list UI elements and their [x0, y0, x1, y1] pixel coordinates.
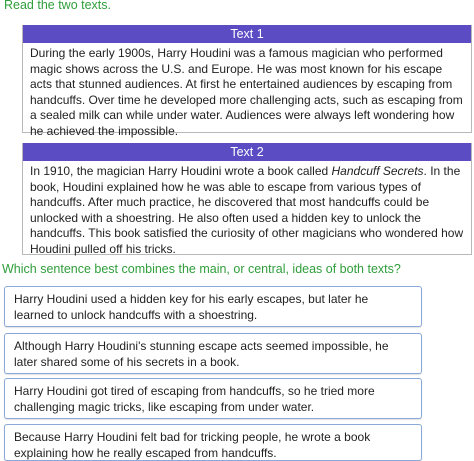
book-title: Handcuff Secrets — [331, 164, 424, 178]
answer-choice-4[interactable]: Because Harry Houdini felt bad for tricking people, he wrote a book explaining how he really escaped from handcuffs. — [4, 424, 422, 461]
text-2-body-part: In 1910, the magician Harry Houdini wrote a book called — [30, 164, 332, 178]
text-1-body — [23, 43, 471, 144]
text-2-panel — [22, 143, 472, 255]
answer-choice-2[interactable]: Although Harry Houdini's stunning escape acts seemed impossible, he later shared some of his secrets in a book. — [4, 333, 422, 374]
text-2-body — [23, 161, 471, 262]
question-text: Which sentence best combines the main, or central, ideas of both texts? — [2, 262, 401, 276]
text-2-header: Text 2 — [23, 143, 471, 161]
text-1-body-part: During the early 1900s, Harry Houdini was a famous magician who performed magic shows across the U.S. and Europe. He was most known for his escape acts that stunned audiences. At first he entertained audiences by escaping from handcuffs. Over time he developed more challenging acts, such as escaping from a sealed milk can while under water. Audiences were always left wondering how he achieved the impossible. — [30, 46, 463, 138]
text-1-panel — [22, 25, 472, 138]
answer-choice-1[interactable]: Harry Houdini used a hidden key for his early escapes, but later he learned to unlock handcuffs with a shoestring. — [4, 286, 422, 327]
text-2-body-part: . In the book, Houdini explained how he was able to escape from various types of handcuffs. After much practice, he discovered that most handcuffs could be unlocked with a shoestring. He also often used a hidden key to unlock the handcuffs. This book satisfied the curiosity of other magicians who wondered how Houdini pulled off his tricks. — [30, 164, 464, 256]
answer-choice-3[interactable]: Harry Houdini got tired of escaping from handcuffs, so he tried more challenging magic tricks, like escaping from under water. — [4, 378, 422, 419]
text-1-header: Text 1 — [23, 25, 471, 43]
instruction-text: Read the two texts. — [4, 0, 112, 12]
